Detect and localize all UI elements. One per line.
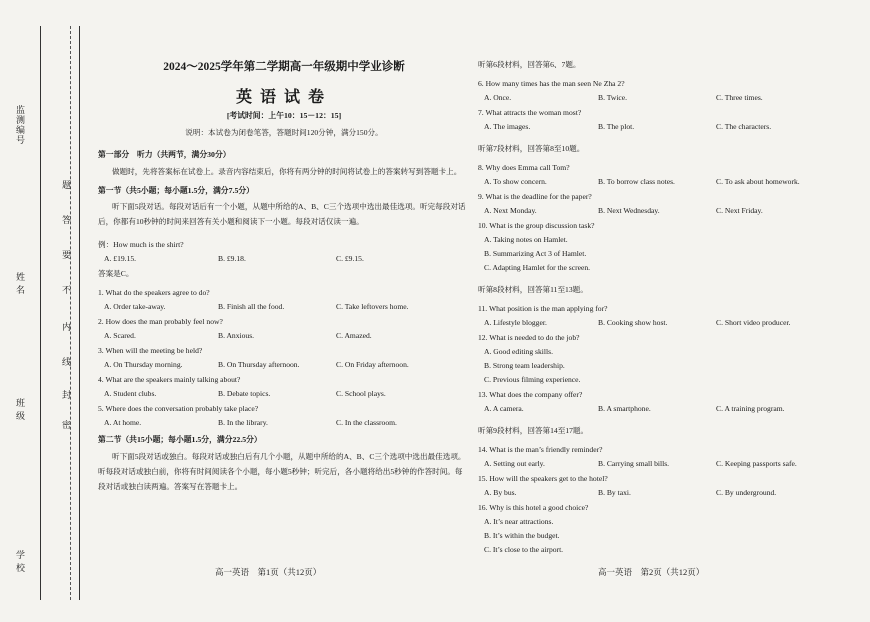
options-row bbox=[98, 358, 470, 372]
question-text: 16. Why is this hotel a good choice? bbox=[478, 503, 589, 512]
option-b: B. Carrying small bills. bbox=[598, 459, 670, 468]
option-b: B. A smartphone. bbox=[598, 404, 651, 413]
question-text: 9. What is the deadline for the paper? bbox=[478, 192, 592, 201]
option-b: B. Strong team leadership. bbox=[484, 361, 565, 370]
option-a: A. £19.15. bbox=[104, 254, 137, 264]
seal-char: 封 bbox=[61, 390, 71, 399]
option-c: C. Adapting Hamlet for the screen. bbox=[484, 263, 591, 272]
question-text: 10. What is the group discussion task? bbox=[478, 221, 595, 230]
page-footer-2: 高一英语 第2页（共12页） bbox=[598, 567, 705, 577]
option-a: A. The images. bbox=[484, 122, 531, 131]
option-b: B. Cooking show host. bbox=[598, 318, 668, 327]
options-row bbox=[98, 416, 470, 430]
seal-line bbox=[70, 26, 71, 600]
section1-questions bbox=[98, 285, 470, 430]
option-b: B. Debate topics. bbox=[218, 389, 271, 399]
options-row bbox=[478, 402, 848, 416]
option-a: A. Good editing skills. bbox=[484, 347, 553, 356]
question-text: 11. What position is the man applying for? bbox=[478, 304, 608, 313]
option-c: C. On Friday afternoon. bbox=[336, 360, 409, 370]
page-footer-1: 高一英语 第1页（共12页） bbox=[215, 567, 322, 577]
option-c: C. To ask about homework. bbox=[716, 177, 800, 186]
left-column bbox=[98, 62, 470, 494]
section1-heading: 第一节（共5小题；每小题1.5分，满分7.5分） bbox=[98, 185, 254, 195]
options-row bbox=[478, 175, 848, 189]
section2-instructions: 听下面5段对话或独白。每段对话或独白后有几个小题，从题中所给的A、B、C三个选项中选出最佳选项。听每段对话或独白前，你将有时间阅读各个小题，每小题5秒钟；听完后，各小题将给出5秒钟的作答时间。每段对话或独白读两遍。答案写在答题卡上。 bbox=[98, 452, 466, 492]
option-c: C. Next Friday. bbox=[716, 206, 763, 215]
option-b: B. Next Wednesday. bbox=[598, 206, 660, 215]
seal-char: 线 bbox=[61, 357, 71, 366]
seal-char: 内 bbox=[61, 322, 71, 331]
margin-line-inner bbox=[79, 26, 80, 600]
material-intro: 听第9段材料，回答第14至17题。 bbox=[478, 426, 589, 435]
example-options bbox=[98, 252, 470, 266]
option-b: B. Finish all the food. bbox=[218, 302, 285, 312]
material-intro: 听第7段材料，回答第8至10题。 bbox=[478, 144, 585, 153]
option-c: C. Keeping passports safe. bbox=[716, 459, 797, 468]
option-b: B. The plot. bbox=[598, 122, 635, 131]
exam-time: [考试时间：上午10：15－12：15] bbox=[226, 110, 342, 120]
question-text: 8. Why does Emma call Tom? bbox=[478, 163, 570, 172]
option-a: A. To show concern. bbox=[484, 177, 547, 186]
section2-heading: 第二节（共15小题；每小题1.5分，满分22.5分） bbox=[98, 435, 262, 445]
school-label: 学 校 bbox=[15, 550, 25, 574]
option-c: C. It’s close to the airport. bbox=[484, 545, 564, 554]
margin-line bbox=[40, 26, 41, 600]
exam-number-label: 监测编号 bbox=[15, 105, 25, 145]
question-text: 1. What do the speakers agree to do? bbox=[98, 288, 210, 298]
options-row bbox=[478, 457, 848, 471]
option-a: A. It’s near attractions. bbox=[484, 517, 554, 526]
seal-char: 密 bbox=[61, 420, 71, 429]
option-c: C. The characters. bbox=[716, 122, 772, 131]
name-label: 姓 名 bbox=[15, 272, 25, 296]
question-text: 15. How will the speakers get to the hotel? bbox=[478, 474, 608, 483]
option-c: C. In the classroom. bbox=[336, 418, 397, 428]
option-c: C. Short video producer. bbox=[716, 318, 791, 327]
question-text: 7. What attracts the woman most? bbox=[478, 108, 582, 117]
option-c: C. £9.15. bbox=[336, 254, 364, 264]
option-a: A. Setting out early. bbox=[484, 459, 545, 468]
option-b: B. By taxi. bbox=[598, 488, 631, 497]
subject-title: 英语试卷 bbox=[235, 88, 332, 106]
options-row bbox=[98, 300, 470, 314]
option-b: B. Anxious. bbox=[218, 331, 255, 341]
question-text: 14. What is the man’s friendly reminder? bbox=[478, 445, 603, 454]
example-question: 例：How much is the shirt? bbox=[98, 240, 184, 250]
option-a: A. On Thursday morning. bbox=[104, 360, 183, 370]
question-text: 4. What are the speakers mainly talking about? bbox=[98, 375, 241, 385]
options-row bbox=[478, 120, 848, 134]
option-c: C. Amazed. bbox=[336, 331, 372, 341]
option-c: C. Take leftovers home. bbox=[336, 302, 409, 312]
option-a: A. By bus. bbox=[484, 488, 517, 497]
option-a: A. Next Monday. bbox=[484, 206, 537, 215]
part1-instructions: 做题时，先将答案标在试卷上。录音内容结束后，你将有两分钟的时间将试卷上的答案转写到答题卡上。 bbox=[112, 166, 462, 176]
options-row bbox=[478, 91, 848, 105]
seal-char: 要 bbox=[61, 250, 71, 259]
exam-title: 2024～2025学年第二学期高一年级期中学业诊断 bbox=[163, 61, 405, 73]
material-intro: 听第8段材料，回答第11至13题。 bbox=[478, 285, 588, 294]
material-intro: 听第6段材料，回答第6、7题。 bbox=[478, 60, 581, 69]
option-c: C. By underground. bbox=[716, 488, 777, 497]
right-column bbox=[478, 58, 848, 557]
option-b: B. Summarizing Act 3 of Hamlet. bbox=[484, 249, 587, 258]
option-a: A. Student clubs. bbox=[104, 389, 157, 399]
option-c: C. A training program. bbox=[716, 404, 785, 413]
options-row bbox=[478, 486, 848, 500]
question-text: 13. What does the company offer? bbox=[478, 390, 583, 399]
options-row bbox=[98, 329, 470, 343]
option-b: B. In the library. bbox=[218, 418, 268, 428]
options-row bbox=[478, 204, 848, 218]
question-text: 6. How many times has the man seen Ne Zha 2? bbox=[478, 79, 625, 88]
options-row bbox=[98, 387, 470, 401]
seal-char: 答 bbox=[61, 215, 71, 224]
options-row bbox=[478, 316, 848, 330]
seal-char: 不 bbox=[61, 285, 71, 294]
question-text: 5. Where does the conversation probably take place? bbox=[98, 404, 259, 414]
option-b: B. £9.18. bbox=[218, 254, 246, 264]
seal-char: 题 bbox=[61, 180, 71, 189]
option-c: C. Three times. bbox=[716, 93, 763, 102]
option-c: C. Previous filming experience. bbox=[484, 375, 581, 384]
option-b: B. To borrow class notes. bbox=[598, 177, 675, 186]
option-a: A. A camera. bbox=[484, 404, 524, 413]
option-a: A. Once. bbox=[484, 93, 512, 102]
example-answer: 答案是C。 bbox=[98, 269, 134, 279]
question-text: 12. What is needed to do the job? bbox=[478, 333, 580, 342]
exam-note: 说明：本试卷为闭卷笔答，答题时间120分钟，满分150分。 bbox=[185, 128, 383, 138]
question-text: 3. When will the meeting be held? bbox=[98, 346, 203, 356]
option-a: A. Lifestyle blogger. bbox=[484, 318, 547, 327]
question-text: 2. How does the man probably feel now? bbox=[98, 317, 223, 327]
part1-heading: 第一部分 听力（共两节，满分30分） bbox=[98, 149, 231, 159]
option-a: A. Scared. bbox=[104, 331, 136, 341]
option-b: B. Twice. bbox=[598, 93, 628, 102]
binding-margin bbox=[0, 0, 88, 622]
option-b: B. On Thursday afternoon. bbox=[218, 360, 300, 370]
option-b: B. It’s within the budget. bbox=[484, 531, 560, 540]
section1-instructions: 听下面5段对话。每段对话后有一个小题，从题中所给的A、B、C三个选项中选出最佳选项。听完每段对话后，你都有10秒钟的时间来回答有关小题和阅读下一小题。每段对话仅读一遍。 bbox=[98, 202, 466, 227]
class-label: 班 级 bbox=[15, 398, 25, 422]
option-a: A. Taking notes on Hamlet. bbox=[484, 235, 568, 244]
option-c: C. School plays. bbox=[336, 389, 386, 399]
option-a: A. Order take-away. bbox=[104, 302, 166, 312]
option-a: A. At home. bbox=[104, 418, 142, 428]
